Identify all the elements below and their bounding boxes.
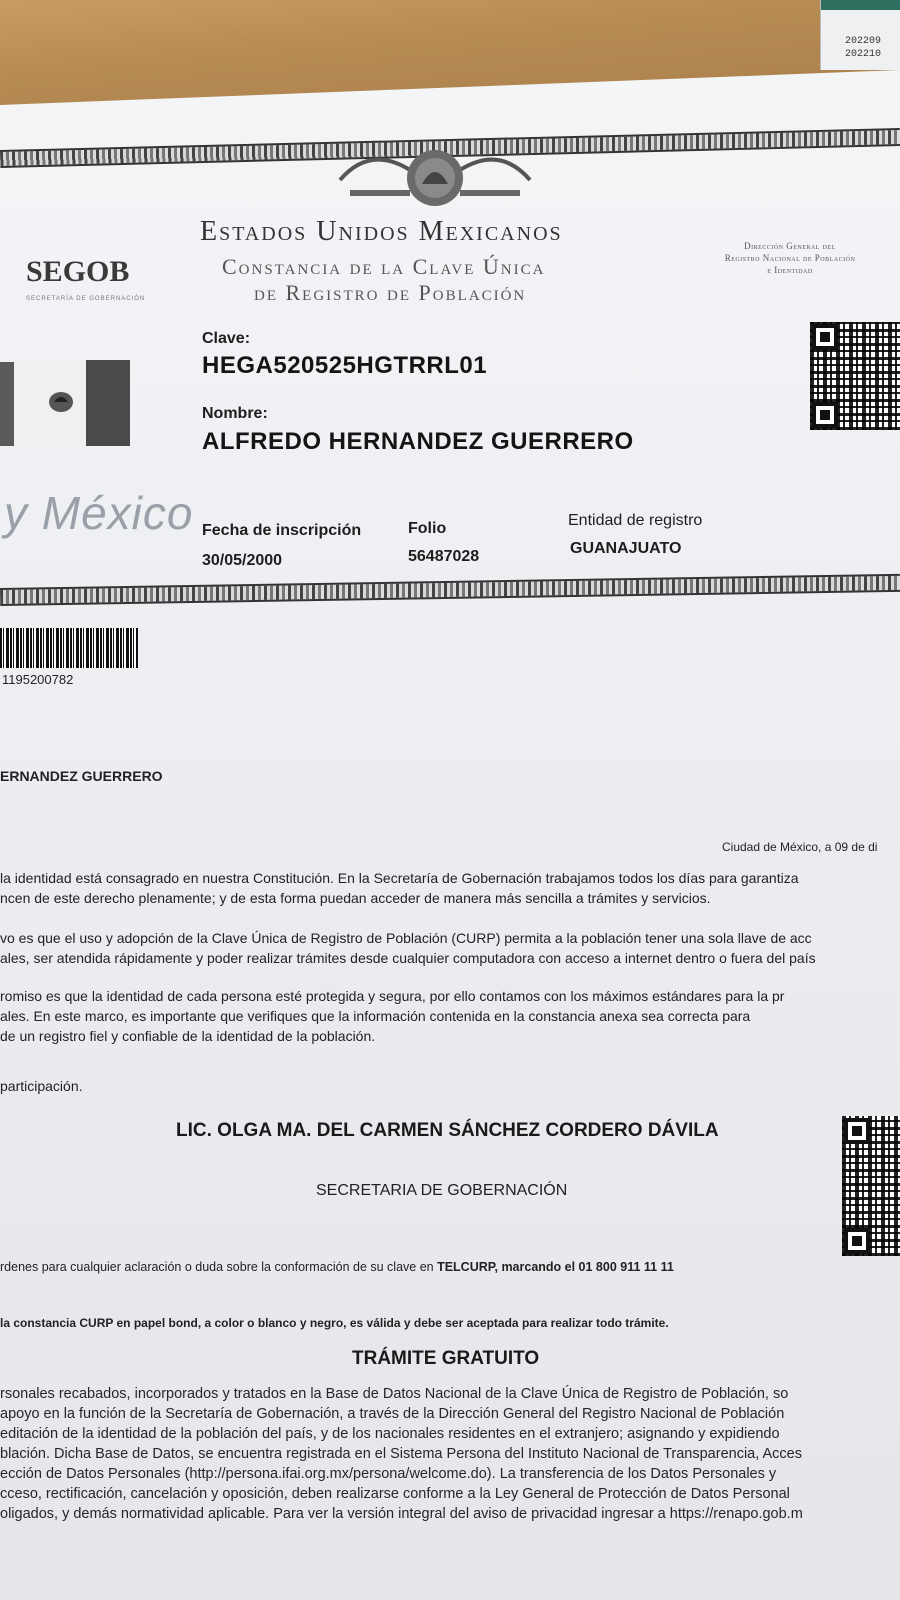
underlying-sheet-text-2: 202210 bbox=[845, 49, 882, 60]
qr-finder bbox=[844, 1118, 870, 1144]
entidad-registro-label: Entidad de registro bbox=[568, 512, 703, 529]
flag-right-stripe bbox=[86, 360, 130, 446]
letter-closing: participación. bbox=[0, 1078, 83, 1094]
flag-eagle-icon bbox=[46, 390, 76, 414]
signer-name: LIC. OLGA MA. DEL CARMEN SÁNCHEZ CORDERO DÁVILA bbox=[176, 1120, 719, 1141]
renapo-line-2: Registro Nacional de Población bbox=[724, 253, 856, 263]
renapo-line-1: Dirección General del bbox=[744, 241, 836, 251]
paragraph-line: ncen de este derecho plenamente; y de esta forma puedan acceder de manera más sencilla a trámites y servicios. bbox=[0, 890, 711, 906]
document-subtitle-line2: de Registro de Población bbox=[254, 280, 527, 305]
free-procedure-label: TRÁMITE GRATUITO bbox=[352, 1348, 540, 1369]
validity-notice: la constancia CURP en papel bond, a color o blanco y negro, es válida y debe ser aceptada para realizar todo trámite. bbox=[0, 1316, 669, 1330]
fecha-inscripcion-value: 30/05/2000 bbox=[202, 552, 283, 569]
document-subtitle-line1: Constancia de la Clave Única bbox=[222, 254, 546, 279]
letter-paragraph-3 bbox=[0, 986, 900, 1046]
paragraph-line: de un registro fiel y confiable de la identidad de la población. bbox=[0, 1028, 376, 1044]
slogan-hoy-mexico: y México bbox=[4, 487, 194, 539]
qr-code-top bbox=[810, 322, 900, 430]
paragraph-line: la identidad está consagrado en nuestra Constitución. En la Secretaría de Gobernación trabajamos todos los días para garantiza bbox=[0, 870, 799, 886]
privacy-notice bbox=[0, 1384, 900, 1524]
contact-line bbox=[0, 1260, 674, 1274]
letter-paragraph-1 bbox=[0, 868, 900, 908]
paragraph-line: ales. En este marco, es importante que verifiques que la información contenida en la constancia anexa sea correcta para bbox=[0, 1008, 751, 1024]
folio-value: 56487028 bbox=[408, 548, 480, 565]
privacy-line: editación de la identidad de la población del país, y de los nacionales residentes en el extranjero; asignando y expidiendo bbox=[0, 1426, 780, 1442]
privacy-line: apoyo en la función de la Secretaría de Gobernación, a través de la Dirección General del Registro Nacional de Población bbox=[0, 1406, 785, 1422]
qr-finder bbox=[812, 324, 838, 350]
paragraph-line: vo es que el uso y adopción de la Clave Única de Registro de Población (CURP) permita a la población tener una sola llave de acc bbox=[0, 930, 812, 946]
qr-code-bottom bbox=[842, 1116, 900, 1256]
signer-title: SECRETARIA DE GOBERNACIÓN bbox=[316, 1182, 568, 1199]
renapo-dependency bbox=[680, 240, 900, 276]
clave-label: Clave: bbox=[202, 330, 251, 347]
privacy-line: cceso, rectificación, cancelación y oposición, deben realizarse conforme a la Ley General de Protección de Datos Personal bbox=[0, 1486, 790, 1502]
barcode-number: 1195200782 bbox=[2, 672, 74, 687]
document-title: Estados Unidos Mexicanos bbox=[200, 216, 563, 247]
paragraph-line: romiso es que la identidad de cada persona esté protegida y segura, por ello contamos con los máximos estándares para la pr bbox=[0, 988, 785, 1004]
renapo-line-3: e Identidad bbox=[767, 265, 813, 275]
entidad-registro-value: GUANAJUATO bbox=[570, 540, 682, 557]
coat-of-arms-icon bbox=[330, 140, 540, 210]
barcode bbox=[0, 628, 138, 668]
folio-label: Folio bbox=[408, 520, 447, 537]
letter-paragraph-2 bbox=[0, 928, 900, 968]
clave-value: HEGA520525HGTRRL01 bbox=[202, 352, 488, 379]
privacy-line: blación. Dicha Base de Datos, se encuentra registrada en el Sistema Persona del Instituto Nacional de Transparencia, Acces bbox=[0, 1446, 802, 1462]
qr-finder bbox=[812, 402, 838, 428]
segob-logo-subtitle: SECRETARÍA DE GOBERNACIÓN bbox=[26, 296, 146, 302]
letter-place-date: Ciudad de México, a 09 de di bbox=[722, 840, 878, 854]
underlying-sheet-text-1: 202209 bbox=[845, 36, 882, 47]
privacy-line: oligados, y demás normatividad aplicable. Para ver la versión integral del aviso de privacidad ingresar a https://renapo.gob.m bbox=[0, 1506, 803, 1522]
nombre-label: Nombre: bbox=[202, 405, 268, 422]
nombre-value: ALFREDO HERNANDEZ GUERRERO bbox=[202, 428, 634, 455]
privacy-line: ección de Datos Personales (http://persona.ifai.org.mx/persona/welcome.do). La transferencia de los Datos Personales y bbox=[0, 1466, 777, 1482]
qr-finder bbox=[844, 1228, 870, 1254]
fecha-inscripcion-label: Fecha de inscripción bbox=[202, 522, 362, 539]
segob-logo: SEGOB bbox=[26, 255, 130, 288]
underlying-sheet bbox=[820, 0, 900, 70]
contact-prefix: rdenes para cualquier aclaración o duda sobre la conformación de su clave en bbox=[0, 1260, 438, 1274]
contact-phone: TELCURP, marcando el 01 800 911 11 11 bbox=[437, 1260, 674, 1274]
flag-left-stripe bbox=[0, 362, 14, 446]
privacy-line: rsonales recabados, incorporados y tratados en la Base de Datos Nacional de la Clave Única de Registro de Población, so bbox=[0, 1386, 789, 1402]
underlying-sheet-stripe bbox=[821, 0, 900, 10]
paragraph-line: ales, ser atendida rápidamente y poder realizar trámites desde cualquier computadora con acceso a internet dentro o fuera del país bbox=[0, 950, 816, 966]
letter-addressee: ERNANDEZ GUERRERO bbox=[0, 768, 163, 784]
